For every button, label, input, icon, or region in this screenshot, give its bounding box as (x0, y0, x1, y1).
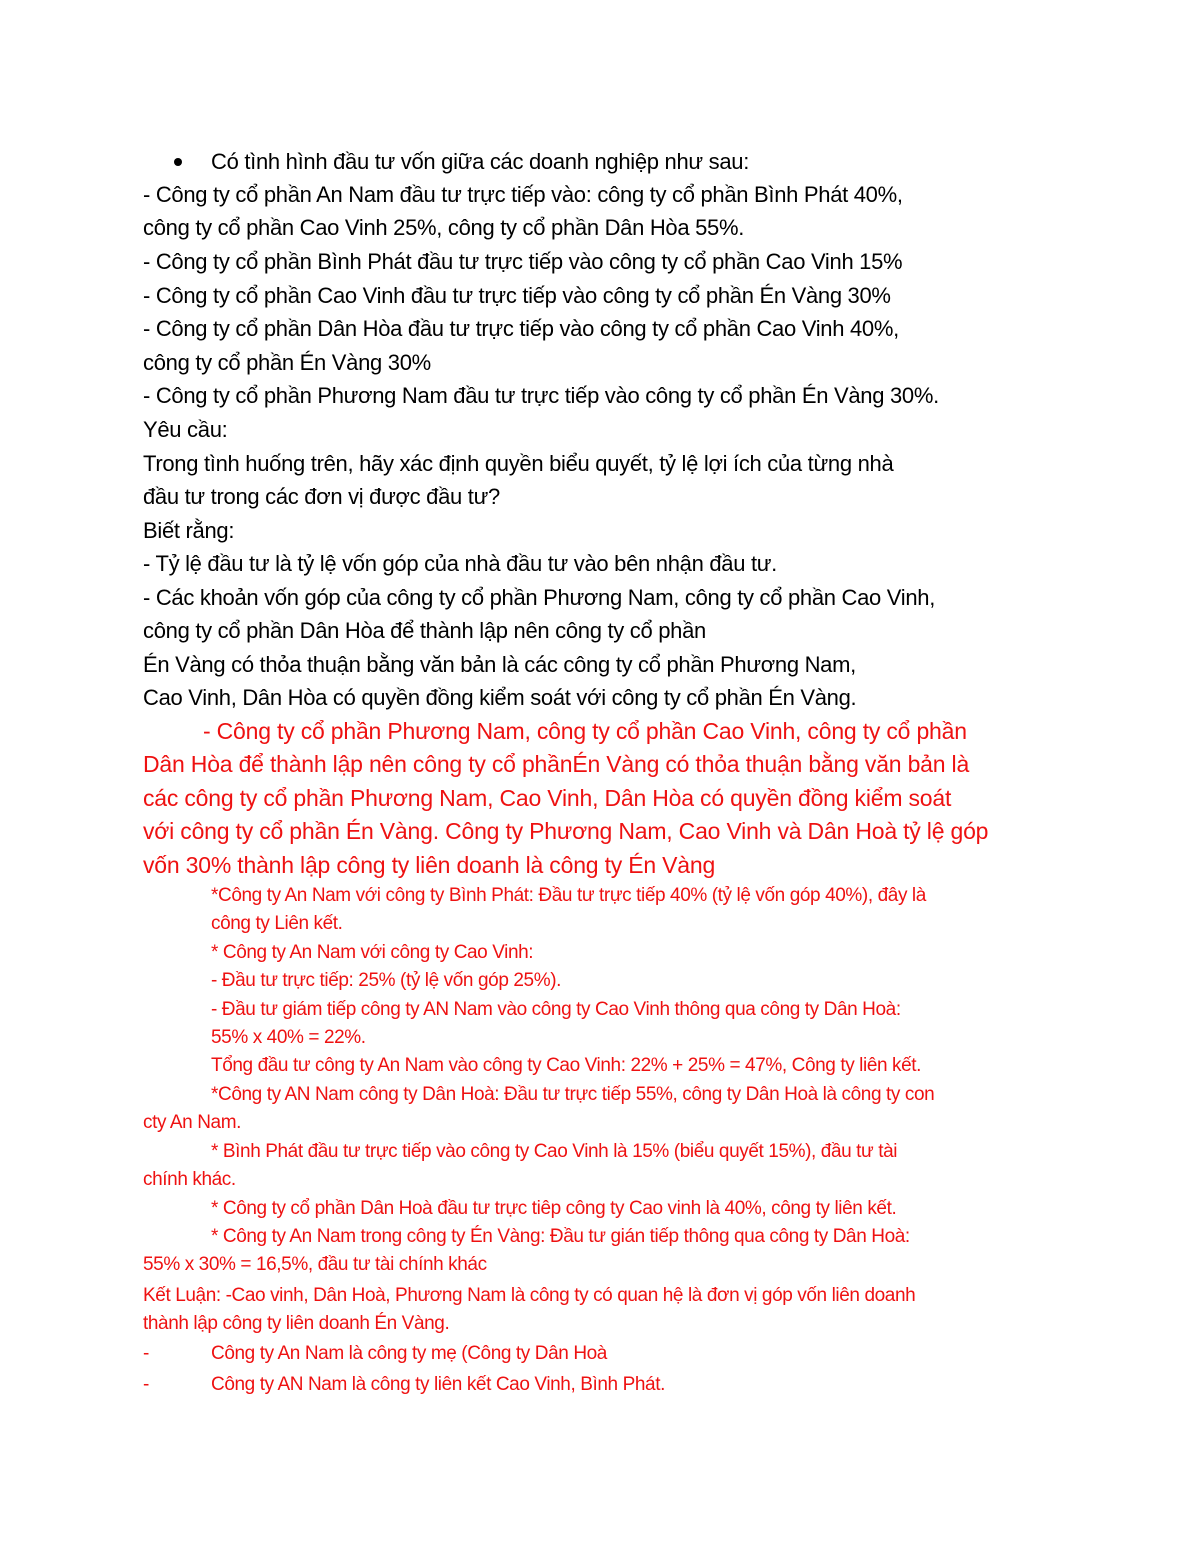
answer-line: * Công ty An Nam với công ty Cao Vinh: (211, 942, 534, 963)
problem-line: - Tỷ lệ đầu tư là tỷ lệ vốn góp của nhà đầu tư vào bên nhận đầu tư. (143, 551, 777, 576)
problem-line: - Công ty cổ phần Bình Phát đầu tư trực tiếp vào công ty cổ phần Cao Vinh 15% (143, 249, 903, 274)
problem-line: - Công ty cổ phần Cao Vinh đầu tư trực tiếp vào công ty cổ phần Én Vàng 30% (143, 283, 891, 308)
problem-line: - Các khoản vốn góp của công ty cổ phần Phương Nam, công ty cổ phần Cao Vinh, (143, 585, 936, 610)
answer-line: Tổng đầu tư công ty An Nam vào công ty Cao Vinh: 22% + 25% = 47%, Công ty liên kết. (211, 1055, 922, 1076)
problem-line: Én Vàng có thỏa thuận bằng văn bản là các công ty cổ phần Phương Nam, (143, 652, 856, 677)
answer-intro-line: Dân Hòa để thành lập nên công ty cổ phầnÉn Vàng có thỏa thuận bằng văn bản là (143, 751, 970, 777)
requirement-heading: Yêu cầu: (143, 417, 228, 442)
answer-line: chính khác. (143, 1169, 236, 1190)
list-dash: - (143, 1343, 150, 1364)
answer-line: - Đầu tư trực tiếp: 25% (tỷ lệ vốn góp 25%). (211, 970, 561, 991)
answer-line: *Công ty An Nam với công ty Bình Phát: Đầu tư trực tiếp 40% (tỷ lệ vốn góp 40%), đây là (211, 885, 926, 906)
answer-line: * Bình Phát đầu tư trực tiếp vào công ty Cao Vinh là 15% (biểu quyết 15%), đầu tư tài (211, 1141, 898, 1162)
answer-line: 55% x 30% = 16,5%, đầu tư tài chính khác (143, 1254, 487, 1275)
problem-line: - Công ty cổ phần An Nam đầu tư trực tiếp vào: công ty cổ phần Bình Phát 40%, (143, 182, 903, 207)
problem-line: Cao Vinh, Dân Hòa có quyền đồng kiểm soát với công ty cổ phần Én Vàng. (143, 685, 857, 710)
conclusion-item: Công ty AN Nam là công ty liên kết Cao Vinh, Bình Phát. (211, 1374, 665, 1395)
answer-line: *Công ty AN Nam công ty Dân Hoà: Đầu tư trực tiếp 55%, công ty Dân Hoà là công ty con (211, 1084, 935, 1105)
problem-line: công ty cổ phần Cao Vinh 25%, công ty cổ phần Dân Hòa 55%. (143, 215, 745, 240)
answer-intro-line: với công ty cổ phần Én Vàng. Công ty Phương Nam, Cao Vinh và Dân Hoà tỷ lệ góp (143, 818, 989, 844)
answer-line: công ty Liên kết. (211, 913, 343, 934)
bullet-line: Có tình hình đầu tư vốn giữa các doanh nghiệp như sau: (211, 149, 750, 174)
problem-line: Trong tình huống trên, hãy xác định quyền biểu quyết, tỷ lệ lợi ích của từng nhà (143, 451, 894, 476)
bullet-icon (174, 158, 182, 166)
answer-line: 55% x 40% = 22%. (211, 1027, 366, 1048)
known-heading: Biết rằng: (143, 518, 235, 543)
conclusion-heading: Kết Luận: -Cao vinh, Dân Hoà, Phương Nam là công ty có quan hệ là đơn vị góp vốn liên doanh (143, 1285, 916, 1306)
list-dash: - (143, 1374, 150, 1395)
problem-line: đầu tư trong các đơn vị được đầu tư? (143, 484, 500, 509)
answer-line: thành lập công ty liên doanh Én Vàng. (143, 1313, 450, 1334)
answer-intro-line: vốn 30% thành lập công ty liên doanh là công ty Én Vàng (143, 852, 716, 878)
answer-line: - Đầu tư giám tiếp công ty AN Nam vào công ty Cao Vinh thông qua công ty Dân Hoà: (211, 999, 901, 1020)
problem-line: công ty cổ phần Én Vàng 30% (143, 350, 431, 375)
answer-intro-line: các công ty cổ phần Phương Nam, Cao Vinh, Dân Hòa có quyền đồng kiểm soát (143, 785, 952, 811)
conclusion-item: Công ty An Nam là công ty mẹ (Công ty Dân Hoà (211, 1343, 607, 1364)
problem-line: - Công ty cổ phần Phương Nam đầu tư trực tiếp vào công ty cổ phần Én Vàng 30%. (143, 383, 939, 408)
answer-line: * Công ty cổ phần Dân Hoà đầu tư trực tiêp công ty Cao vinh là 40%, công ty liên kết. (211, 1198, 897, 1219)
answer-line: cty An Nam. (143, 1112, 242, 1133)
answer-line: * Công ty An Nam trong công ty Én Vàng: Đầu tư gián tiếp thông qua công ty Dân Hoà: (211, 1226, 910, 1247)
problem-line: - Công ty cổ phần Dân Hòa đầu tư trực tiếp vào công ty cổ phần Cao Vinh 40%, (143, 316, 899, 341)
answer-intro-line: - Công ty cổ phần Phương Nam, công ty cổ phần Cao Vinh, công ty cổ phần (203, 718, 967, 744)
problem-line: công ty cổ phần Dân Hòa để thành lập nên công ty cổ phần (143, 618, 706, 643)
